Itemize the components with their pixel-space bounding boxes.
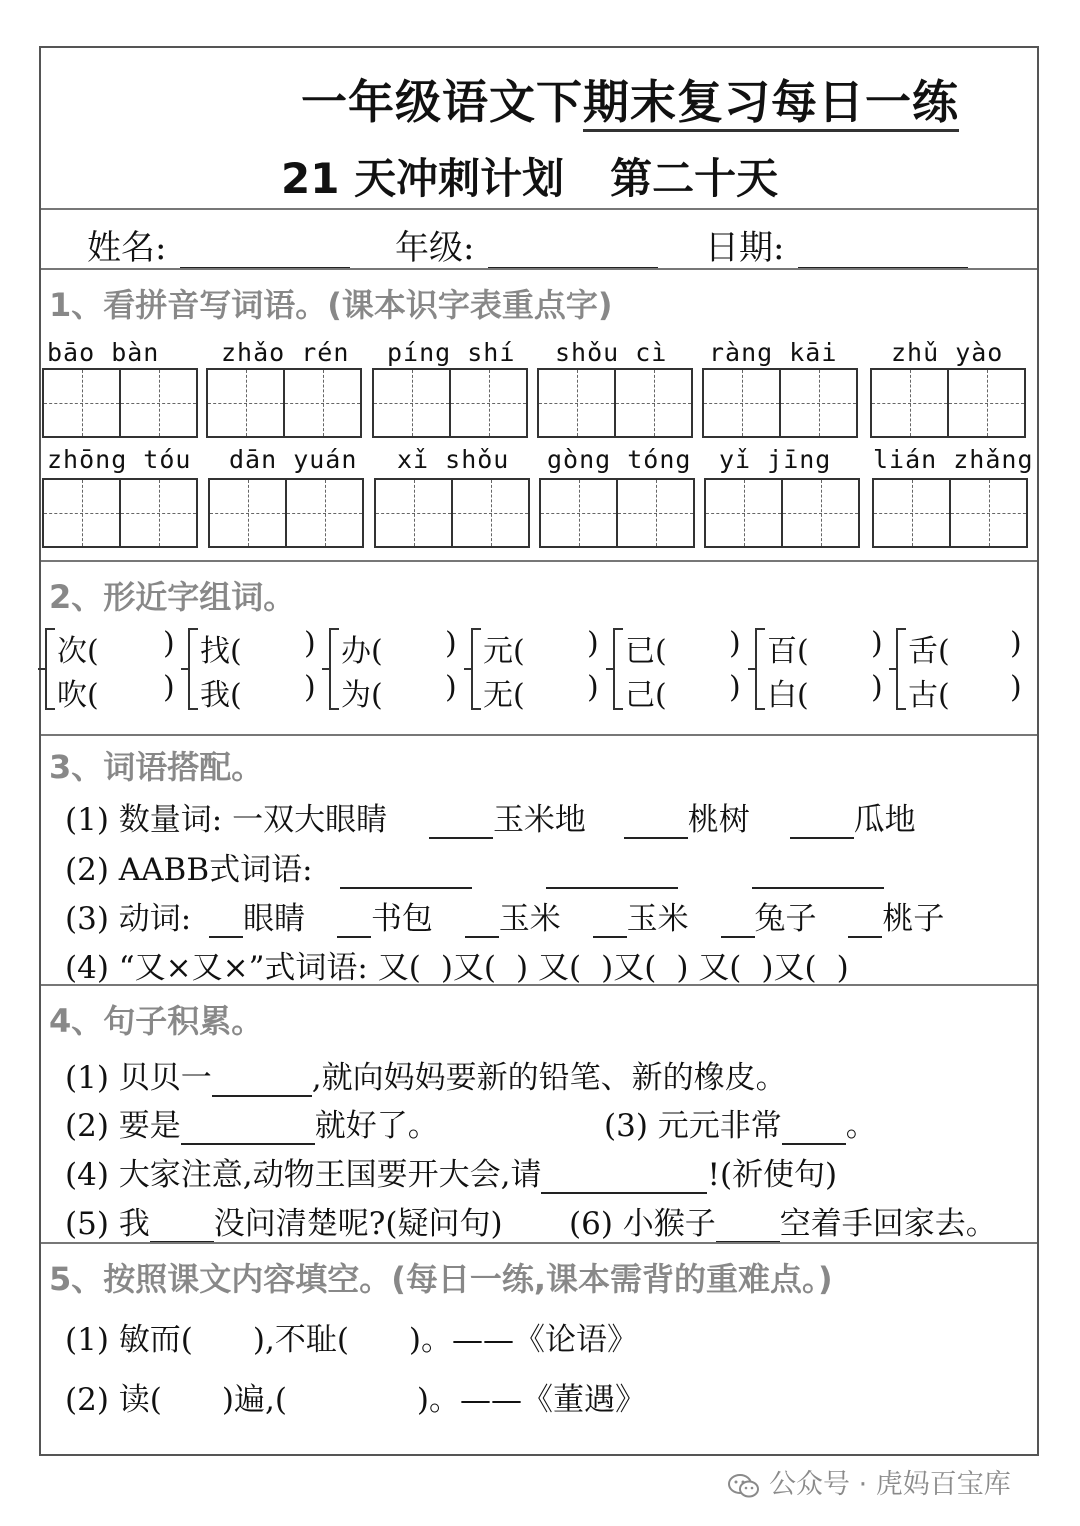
char-word: 找( <box>200 634 242 669</box>
section2-title: 2、形近字组词。 <box>49 578 296 616</box>
section4-title: 4、句子积累。 <box>49 1002 264 1040</box>
sentence-text: 没问清楚呢?(疑问句) <box>213 1206 503 1242</box>
worksheet-subtitle <box>281 146 778 206</box>
pinyin-label: lián zhǎng <box>873 445 1034 474</box>
char-pair[interactable] <box>755 626 895 713</box>
close-paren: ) <box>729 626 741 661</box>
subtitle-day: 第二十天 <box>610 154 779 203</box>
sentence-6 <box>569 1198 997 1243</box>
word: 桃树 <box>687 802 750 838</box>
pattern-text: ) <box>516 950 529 986</box>
line-prefix: (2) AABB式词语: <box>65 852 313 888</box>
recite-1 <box>65 1314 638 1359</box>
pattern-text: )又( <box>440 950 497 986</box>
answer-blank[interactable] <box>209 936 243 938</box>
word: 瓜地 <box>853 802 916 838</box>
word: 兔子 <box>754 901 817 937</box>
tianzige-grid[interactable] <box>206 368 362 438</box>
collocation-line-2 <box>65 844 884 889</box>
char-pair[interactable] <box>329 626 469 713</box>
line-prefix: (4) “又×又×”式词语: <box>65 950 368 986</box>
brace-icon <box>188 628 198 710</box>
char-word: 舌( <box>908 634 950 669</box>
close-paren: ) <box>163 670 175 705</box>
close-paren: ) <box>445 626 457 661</box>
sentence-3 <box>604 1100 877 1145</box>
word: 玉米 <box>626 901 689 937</box>
worksheet <box>39 46 1039 1456</box>
divider <box>41 208 1037 210</box>
sentence-2 <box>65 1100 439 1145</box>
answer-blank[interactable] <box>181 1143 315 1145</box>
char-word: 次( <box>57 634 99 669</box>
sentence-text: ,就向妈妈要新的铅笔、新的橡皮。 <box>311 1060 787 1096</box>
answer-blank[interactable] <box>782 1143 846 1145</box>
worksheet-title <box>301 66 959 132</box>
recite-text: (2) 读( <box>65 1382 162 1418</box>
char-word: 古( <box>908 678 950 713</box>
close-paren: ) <box>729 670 741 705</box>
pattern-text: 又( <box>698 950 742 986</box>
answer-blank[interactable] <box>429 837 493 839</box>
line-prefix: (1) 数量词: 一双大眼睛 <box>65 802 388 838</box>
sentence-text: (3) 元元非常 <box>604 1108 782 1144</box>
pattern-text: 又( <box>377 950 421 986</box>
sentence-text: (4) 大家注意,动物王国要开大会,请 <box>65 1157 542 1193</box>
pinyin-label: zhǎo rén <box>221 338 350 367</box>
pattern-text: )又( <box>601 950 657 986</box>
answer-blank[interactable] <box>848 936 882 938</box>
pattern-text: 又( <box>538 950 582 986</box>
tianzige-grid[interactable] <box>42 368 198 438</box>
sentence-4 <box>65 1149 837 1194</box>
sentence-text: (1) 贝贝一 <box>65 1060 212 1096</box>
pinyin-label: ràng kāi <box>709 338 838 367</box>
close-paren: ) <box>587 670 599 705</box>
char-word: 白( <box>767 678 809 713</box>
recite-text: (1) 敏而( <box>65 1322 193 1358</box>
char-pair[interactable] <box>45 626 185 713</box>
answer-blank[interactable] <box>465 936 499 938</box>
divider <box>41 984 1037 986</box>
title-grade: 一年级语文下 <box>301 75 583 129</box>
brace-icon <box>613 628 623 710</box>
word: 眼睛 <box>243 901 306 937</box>
answer-blank[interactable] <box>212 1095 312 1097</box>
tianzige-grid[interactable] <box>208 478 364 548</box>
pinyin-label: zhǔ yào <box>891 338 1004 367</box>
brace-icon <box>471 628 481 710</box>
divider <box>41 268 1037 270</box>
sentence-text: (5) 我 <box>65 1206 150 1242</box>
char-word: 为( <box>341 678 383 713</box>
close-paren: ) <box>445 670 457 705</box>
answer-blank[interactable] <box>546 887 678 889</box>
char-word: 已( <box>625 634 667 669</box>
close-paren: ) <box>304 626 316 661</box>
pattern-text: ) <box>676 950 689 986</box>
pinyin-label: gòng tóng <box>547 445 692 474</box>
pinyin-label: yǐ jīng <box>719 445 832 474</box>
subtitle-plan: 21 天冲刺计划 <box>281 154 565 203</box>
grade-label: 年级: <box>395 228 475 268</box>
section5-title: 5、按照课文内容填空。(每日一练,课本需背的重难点。) <box>49 1260 833 1298</box>
pinyin-label: zhōng tóu <box>47 445 192 474</box>
answer-blank[interactable] <box>624 837 688 839</box>
recite-2 <box>65 1374 646 1419</box>
answer-blank[interactable] <box>790 837 854 839</box>
line-prefix: (3) 动词: <box>65 901 192 937</box>
recite-text: )遍,( <box>221 1382 287 1418</box>
section1-title: 1、看拼音写词语。(课本识字表重点字) <box>49 286 613 324</box>
watermark <box>727 1462 1011 1501</box>
char-pair[interactable] <box>896 626 1036 713</box>
char-word: 己( <box>625 678 667 713</box>
sentence-text: 空着手回家去。 <box>779 1206 997 1242</box>
brace-icon <box>329 628 339 710</box>
pattern-text: ) <box>836 950 849 986</box>
tianzige-grid[interactable] <box>702 368 858 438</box>
word: 玉米地 <box>492 802 586 838</box>
recite-text: )。——《董遇》 <box>416 1382 647 1418</box>
recite-text: ),不耻( <box>252 1322 349 1358</box>
close-paren: ) <box>163 626 175 661</box>
date-label: 日期: <box>705 228 785 268</box>
char-word: 元( <box>483 634 525 669</box>
sentence-1 <box>65 1052 787 1097</box>
pattern-text: )又( <box>761 950 817 986</box>
divider <box>41 1242 1037 1244</box>
grade-field[interactable] <box>395 220 658 269</box>
answer-blank[interactable] <box>337 936 371 938</box>
close-paren: ) <box>1010 670 1022 705</box>
divider <box>41 734 1037 736</box>
title-review: 期末复习每日一练 <box>583 75 959 132</box>
char-pair[interactable] <box>613 626 753 713</box>
section3-title: 3、词语搭配。 <box>49 748 264 786</box>
char-pair[interactable] <box>471 626 611 713</box>
word: 玉米 <box>498 901 561 937</box>
sentence-text: (6) 小猴子 <box>569 1206 716 1242</box>
collocation-line-3 <box>65 893 944 938</box>
sentence-text: !(祈使句) <box>707 1157 838 1193</box>
word: 桃子 <box>882 901 945 937</box>
sentence-text: (2) 要是 <box>65 1108 181 1144</box>
answer-blank[interactable] <box>340 887 472 889</box>
date-field[interactable] <box>705 220 968 269</box>
close-paren: ) <box>1010 626 1022 661</box>
close-paren: ) <box>871 670 883 705</box>
tianzige-grid[interactable] <box>539 478 695 548</box>
close-paren: ) <box>304 670 316 705</box>
char-word: 办( <box>341 634 383 669</box>
answer-blank[interactable] <box>721 936 755 938</box>
pinyin-label: xǐ shǒu <box>397 445 510 474</box>
char-word: 无( <box>483 678 525 713</box>
char-pair[interactable] <box>188 626 328 713</box>
divider <box>41 560 1037 562</box>
name-field[interactable] <box>87 220 350 269</box>
pinyin-label: dān yuán <box>229 445 358 474</box>
name-label: 姓名: <box>87 228 167 268</box>
tianzige-grid[interactable] <box>372 368 528 438</box>
close-paren: ) <box>587 626 599 661</box>
brace-icon <box>45 628 55 710</box>
pinyin-label: píng shí <box>387 338 516 367</box>
sentence-5 <box>65 1198 503 1243</box>
tianzige-grid[interactable] <box>42 478 198 548</box>
tianzige-grid[interactable] <box>537 368 693 438</box>
answer-blank[interactable] <box>752 887 884 889</box>
pinyin-label: bāo bàn <box>47 338 160 367</box>
recite-text: )。——《论语》 <box>408 1322 639 1358</box>
char-word: 吹( <box>57 678 99 713</box>
collocation-line-4 <box>65 942 849 987</box>
tianzige-grid[interactable] <box>374 478 530 548</box>
brace-icon <box>755 628 765 710</box>
answer-blank[interactable] <box>541 1192 707 1194</box>
char-word: 我( <box>200 678 242 713</box>
sentence-text: 就好了。 <box>314 1108 439 1144</box>
close-paren: ) <box>871 626 883 661</box>
word: 书包 <box>370 901 433 937</box>
char-word: 百( <box>767 634 809 669</box>
pinyin-label: shǒu cì <box>555 338 668 367</box>
collocation-line-1 <box>65 794 916 839</box>
brace-icon <box>896 628 906 710</box>
tianzige-grid[interactable] <box>704 478 860 548</box>
watermark-text: 公众号 · 虎妈百宝库 <box>769 1469 1011 1500</box>
wechat-icon <box>727 1473 761 1499</box>
tianzige-grid[interactable] <box>872 478 1028 548</box>
tianzige-grid[interactable] <box>870 368 1026 438</box>
answer-blank[interactable] <box>593 936 627 938</box>
sentence-text: 。 <box>845 1108 877 1144</box>
